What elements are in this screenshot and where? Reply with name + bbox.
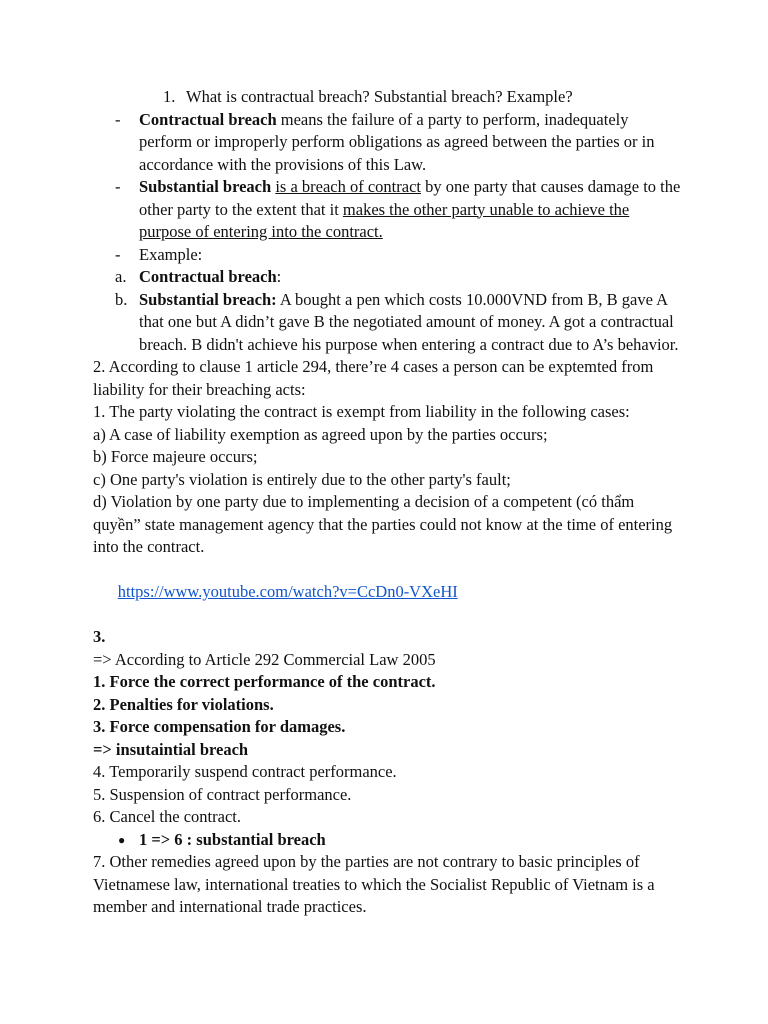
list-item-a [93, 266, 683, 289]
paragraph: => According to Article 292 Commercial Law 2005 [93, 649, 436, 669]
bullet-icon: ● [118, 832, 126, 847]
list-number: 1. [163, 87, 176, 106]
dash-marker: - [115, 109, 121, 129]
remedy-item: 2. Penalties for violations. [93, 694, 274, 714]
question-1-text: What is contractual breach? Substantial breach? Example? [186, 87, 573, 106]
definition-text: means the failure of a party to perform, inadequately perform or improperly perform obligations as agreed between the parties or in accordance with the provisions of this Law. [139, 109, 655, 174]
item-text: : [276, 267, 282, 286]
term-bold: Substantial breach: [139, 289, 277, 309]
term-bold: Contractual breach [139, 267, 277, 286]
remedy-item: 3. Force compensation for damages. [93, 717, 346, 736]
document-body [93, 86, 683, 919]
term-bold: Contractual breach [139, 109, 277, 129]
question-3-number: 3. [93, 627, 106, 646]
remedy-item: 4. Temporarily suspend contract performance. [93, 762, 397, 781]
list-item-b [93, 289, 683, 357]
letter-marker: b. [115, 289, 128, 309]
remedy-item: 6. Cancel the contract. [93, 807, 241, 826]
list-item-example [93, 244, 683, 267]
paragraph: 1. The party violating the contract is exempt from liability in the following cases: [93, 402, 630, 421]
dash-marker: - [115, 177, 121, 196]
question-1-heading [93, 86, 683, 109]
insubstantial-note: => insutaintial breach [93, 739, 249, 759]
definition-text: by one party that causes damage to the other party to the extent that it [139, 177, 681, 219]
remedy-item: 1. Force the correct performance of the contract. [93, 672, 436, 691]
list-item-substantial-breach [93, 176, 683, 244]
letter-marker: a. [115, 267, 127, 286]
paragraph: c) One party's violation is entirely due to the other party's fault; [93, 469, 511, 489]
example-label: Example: [139, 244, 203, 264]
paragraph: b) Force majeure occurs; [93, 447, 258, 466]
underlined-text: is a breach of contract [275, 177, 421, 196]
link-line [93, 559, 683, 627]
bullet-text: 1 => 6 : substantial breach [139, 829, 326, 849]
bullet-item [93, 829, 683, 852]
dash-marker: - [115, 244, 121, 264]
list-item-contractual-breach [93, 109, 683, 177]
youtube-link[interactable]: https://www.youtube.com/watch?v=CcDn0-VXeHI [117, 582, 458, 601]
underlined-text: makes the other party unable to achieve the purpose of entering into the contract. [139, 199, 630, 241]
term-bold: Substantial breach [139, 177, 272, 196]
remedy-item: 7. Other remedies agreed upon by the parties are not contrary to basic principles of Vietnamese law, international treaties to which the Socialist Republic of Vietnam is a member and international trade practices. [93, 852, 659, 916]
paragraph: d) Violation by one party due to implementing a decision of a competent (có thẩm quyền” state management agency that the parties could not know at the time of entering into the contract. [93, 492, 677, 556]
item-text: A bought a pen which costs 10.000VND from B, B gave A that one but A didn’t gave B the negotiated amount of money. A got a contractual breach. B didn't achieve his purpose when entering a contract due to A’s behavior. [139, 289, 679, 354]
remedy-item: 5. Suspension of contract performance. [93, 784, 352, 804]
paragraph: a) A case of liability exemption as agreed upon by the parties occurs; [93, 424, 548, 444]
question-2-intro: 2. According to clause 1 article 294, there’re 4 cases a person can be exptemted from liability for their breaching acts: [93, 357, 658, 399]
